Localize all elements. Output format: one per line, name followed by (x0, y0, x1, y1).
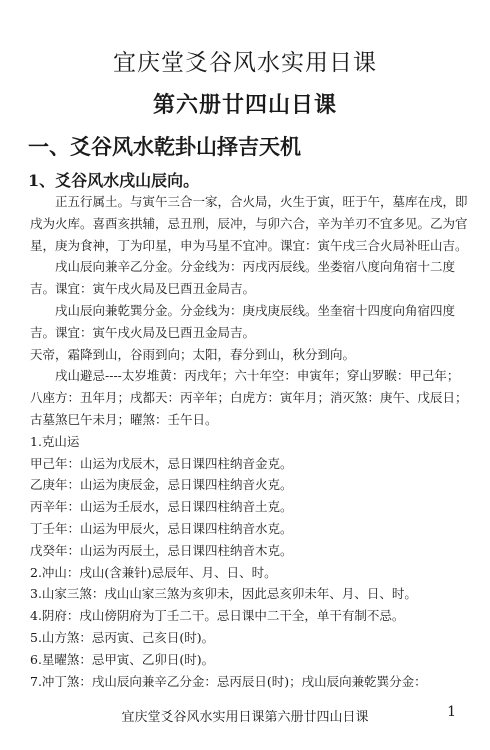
subsection-heading: 1、爻谷风水戌山辰向。 (28, 171, 200, 190)
list-item-ding-ren: 丁壬年：山运为甲辰火，忌日课四柱纳音水克。 (30, 520, 293, 536)
list-item-shan-fang-sha: 5.山方煞：忌丙寅、己亥日(时)。 (30, 629, 215, 645)
list-item-wu-gui: 戊癸年：山运为丙辰土，忌日课四柱纳音木克。 (30, 542, 293, 558)
list-item-chong-shan: 2.冲山：戌山(含兼针)忌辰年、月、日、时。 (30, 564, 277, 580)
running-footer: 宜庆堂爻谷风水实用日课第六册廿四山日课 (121, 710, 369, 725)
list-item-bing-xin: 丙辛年：山运为壬辰水，忌日课四柱纳音土克。 (30, 499, 293, 515)
list-item-jia-ji: 甲己年：山运为戊辰木，忌日课四柱纳音金克。 (30, 455, 293, 471)
paragraph-avoidances: 戌山避忌----太岁堆黄：丙戌年；六十年空：申寅年；穿山罗睺：甲己年；八座方：丑年月；戌都天：丙辛年；白虎方：寅年月；消灭煞：庚午、戊辰日；古墓煞巳午未月；曜煞：壬午日。 (30, 368, 468, 427)
list-heading-ke-shan-yun: 1.克山运 (30, 433, 80, 449)
paragraph-qian-xun-fenjin: 戌山辰向兼乾巽分金。分金线为：庚戌庚辰线。坐奎宿十四度向角宿四度吉。课宜：寅午戌火局及巳酉丑金局吉。 (30, 302, 456, 340)
list-item-xing-yao-sha: 6.星曜煞：忌甲寅、乙卯日(时)。 (30, 651, 215, 667)
section-heading: 一、爻谷风水乾卦山择吉天机 (28, 134, 301, 159)
page-number: 1 (447, 704, 456, 720)
body-text (30, 191, 468, 692)
volume-title: 第六册廿四山日课 (152, 92, 337, 118)
paragraph-five-elements: 正五行属土。与寅午三合一家，合火局，火生于寅，旺于午，墓库在戌，即戌为火库。喜酉亥拱辅，忌丑刑，辰冲，与卯六合，辛为羊刃不宜多见。乙为官星，庚为食神，丁为印星，申为马星不宜冲。课宜：寅午戌三合火局补旺山吉。 (30, 194, 468, 253)
list-item-yi-geng: 乙庚年：山运为庚辰金，忌日课四柱纳音火克。 (30, 477, 293, 493)
paragraph-tiandi-taiyang: 天帝，霜降到山，谷雨到向；太阳，春分到山，秋分到向。 (30, 346, 356, 362)
book-title: 宜庆堂爻谷风水实用日课 (113, 50, 377, 76)
list-item-chong-ding-sha: 7.冲丁煞：戌山辰向兼辛乙分金：忌丙辰日(时)；戌山辰向兼乾巽分金： (30, 673, 427, 689)
list-item-shan-jia-san-sha: 3.山家三煞：戌山山家三煞为亥卯未，因此忌亥卯未年、月、日、时。 (30, 586, 417, 602)
list-item-yin-fu: 4.阴府：戌山傍阴府为丁壬二干。忌日课中二干全，单干有制不忌。 (30, 608, 405, 624)
paragraph-xin-yi-fenjin: 戌山辰向兼辛乙分金。分金线为：丙戌丙辰线。坐娄宿八度向角宿十二度吉。课宜：寅午戌火局及巳酉丑金局吉。 (30, 259, 456, 297)
